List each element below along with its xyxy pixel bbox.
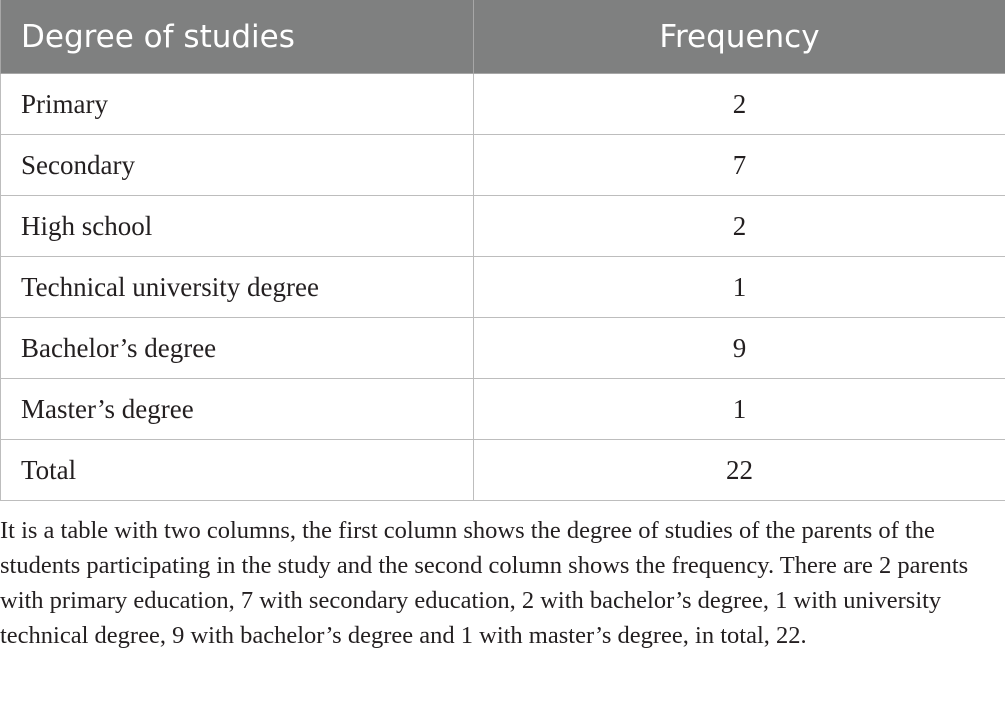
row-frequency: 1 xyxy=(474,379,1005,440)
row-label: Master’s degree xyxy=(1,379,474,440)
table-row xyxy=(1,379,1005,440)
table-row xyxy=(1,135,1005,196)
table-header-row xyxy=(1,0,1005,74)
row-frequency: 2 xyxy=(474,74,1005,135)
row-label: Technical university degree xyxy=(1,257,474,318)
total-frequency: 22 xyxy=(474,440,1005,501)
table-row xyxy=(1,196,1005,257)
row-frequency: 1 xyxy=(474,257,1005,318)
table-row xyxy=(1,318,1005,379)
header-frequency: Frequency xyxy=(474,0,1005,74)
row-frequency: 7 xyxy=(474,135,1005,196)
header-degree-of-studies: Degree of studies xyxy=(1,0,474,74)
row-frequency: 9 xyxy=(474,318,1005,379)
row-label: Primary xyxy=(1,74,474,135)
table-caption: It is a table with two columns, the first column shows the degree of studies of the parents of the students participating in the study and the second column shows the frequency. There are 2 parents with primary education, 7 with secondary education, 2 with bachelor’s degree, 1 with university technical degree, 9 with bachelor’s degree and 1 with master’s degree, in total, 22. xyxy=(0,517,969,649)
row-label: High school xyxy=(1,196,474,257)
table-row xyxy=(1,74,1005,135)
row-label: Secondary xyxy=(1,135,474,196)
table-row xyxy=(1,257,1005,318)
table-row-total xyxy=(1,440,1005,501)
row-frequency: 2 xyxy=(474,196,1005,257)
total-label: Total xyxy=(1,440,474,501)
row-label: Bachelor’s degree xyxy=(1,318,474,379)
